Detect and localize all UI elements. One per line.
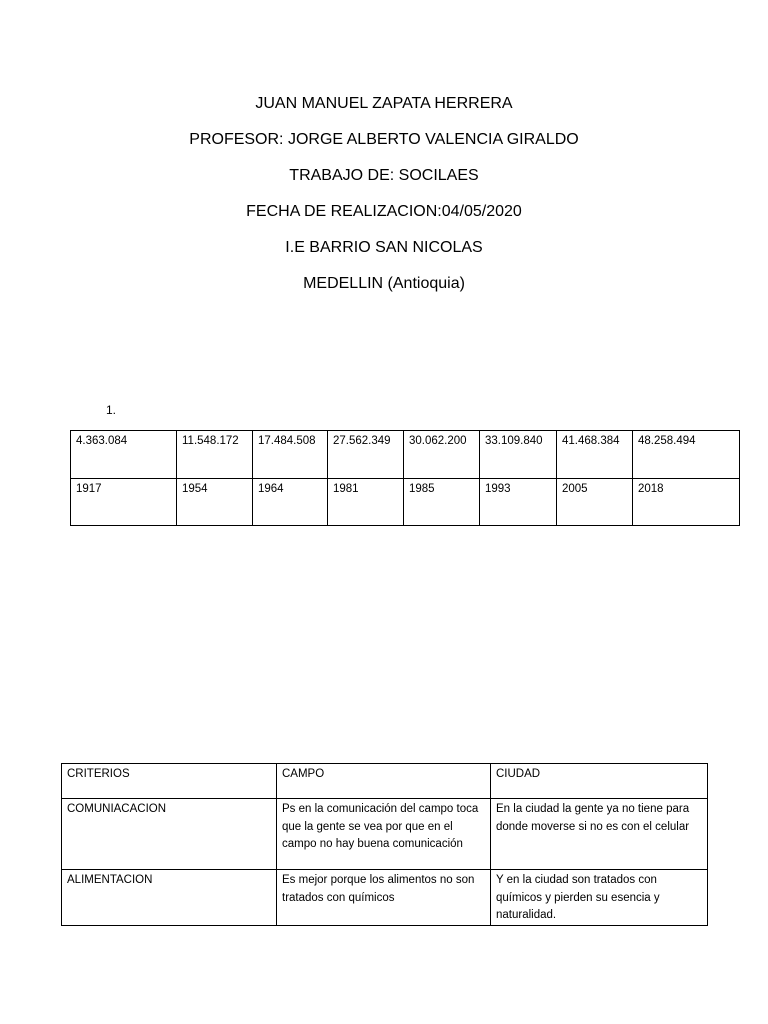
population-value: 4.363.084 bbox=[71, 431, 177, 479]
ciudad-cell: En la ciudad la gente ya no tiene para donde moverse si no es con el celular bbox=[491, 799, 708, 870]
submission-date: FECHA DE REALIZACION:04/05/2020 bbox=[246, 203, 522, 220]
column-header: CAMPO bbox=[277, 764, 491, 799]
population-value: 11.548.172 bbox=[177, 431, 253, 479]
year-value: 2018 bbox=[633, 479, 740, 526]
table-header-row bbox=[62, 764, 708, 799]
campo-cell: Es mejor porque los alimentos no son tratados con químicos bbox=[277, 870, 491, 926]
campo-cell: Ps en la comunicación del campo toca que la gente se vea por que en el campo no hay buena comunicación bbox=[277, 799, 491, 870]
school-name: I.E BARRIO SAN NICOLAS bbox=[285, 239, 483, 256]
column-header: CRITERIOS bbox=[62, 764, 277, 799]
table-row bbox=[62, 870, 708, 926]
year-value: 1964 bbox=[253, 479, 328, 526]
table-row bbox=[71, 431, 740, 479]
year-value: 2005 bbox=[557, 479, 633, 526]
population-value: 48.258.494 bbox=[633, 431, 740, 479]
year-value: 1993 bbox=[480, 479, 557, 526]
teacher-name: PROFESOR: JORGE ALBERTO VALENCIA GIRALDO bbox=[189, 131, 579, 148]
table-row bbox=[62, 799, 708, 870]
assignment-subject: TRABAJO DE: SOCILAES bbox=[289, 167, 479, 184]
population-table bbox=[70, 430, 740, 526]
year-value: 1954 bbox=[177, 479, 253, 526]
population-value: 30.062.200 bbox=[404, 431, 480, 479]
city-name: MEDELLIN (Antioquia) bbox=[303, 275, 465, 292]
comparison-table bbox=[61, 763, 708, 926]
criterio-cell: ALIMENTACION bbox=[62, 870, 277, 926]
population-value: 33.109.840 bbox=[480, 431, 557, 479]
population-value: 17.484.508 bbox=[253, 431, 328, 479]
year-value: 1917 bbox=[71, 479, 177, 526]
column-header: CIUDAD bbox=[491, 764, 708, 799]
year-value: 1981 bbox=[328, 479, 404, 526]
criterio-cell: COMUNIACACION bbox=[62, 799, 277, 870]
ciudad-cell: Y en la ciudad son tratados con químicos y pierden su esencia y naturalidad. bbox=[491, 870, 708, 926]
table-row bbox=[71, 479, 740, 526]
student-name: JUAN MANUEL ZAPATA HERRERA bbox=[255, 95, 513, 112]
list-number: 1. bbox=[106, 403, 117, 417]
population-value: 41.468.384 bbox=[557, 431, 633, 479]
year-value: 1985 bbox=[404, 479, 480, 526]
population-value: 27.562.349 bbox=[328, 431, 404, 479]
